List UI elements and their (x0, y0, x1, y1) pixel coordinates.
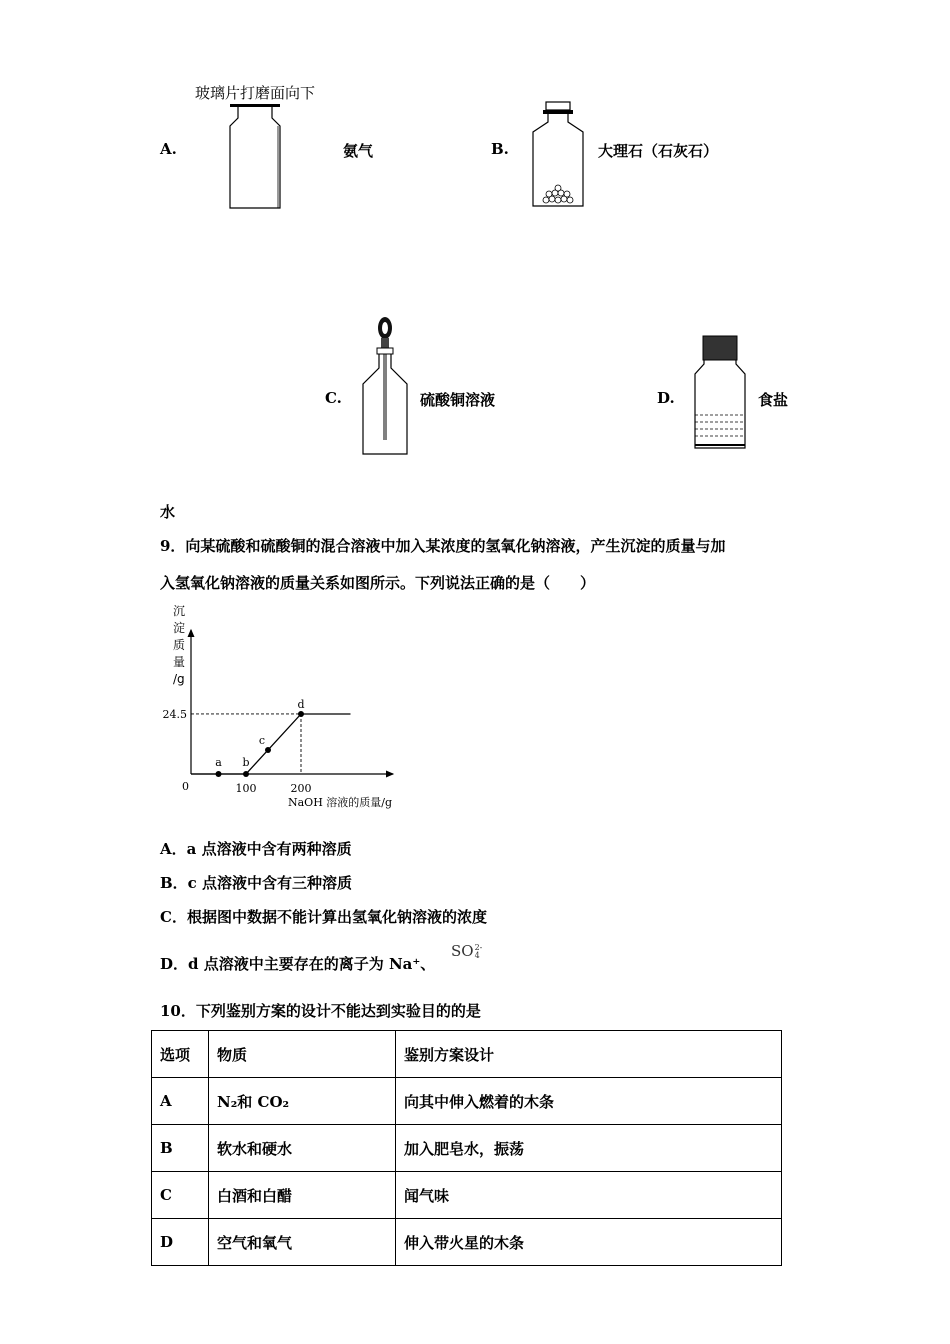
y-axis-label-char: 质 (173, 638, 186, 652)
header-substance: 物质 (209, 1031, 396, 1078)
table-row (152, 1219, 782, 1266)
point-label-c: c (258, 733, 266, 747)
row-substance: 软水和硬水 (209, 1125, 396, 1172)
option-d-text: 食盐 (758, 391, 789, 409)
option-b-label: B. (491, 140, 509, 158)
sulfate-formula: SO (451, 942, 474, 960)
data-point-c (265, 747, 271, 753)
row-option: D (152, 1219, 209, 1266)
row-option: B (152, 1125, 209, 1172)
data-point-a (216, 771, 222, 777)
data-point-b (243, 771, 249, 777)
q9-option-c: C．根据图中数据不能计算出氢氧化钠溶液的浓度 (160, 908, 487, 926)
y-axis-label-char: 沉 (173, 604, 186, 618)
x-axis-label: NaOH 溶液的质量/g (288, 796, 393, 809)
bottle-a-caption: 玻璃片打磨面向下 (195, 84, 316, 102)
y-axis-label-char: 量 (173, 655, 186, 669)
header-method: 鉴别方案设计 (396, 1031, 782, 1078)
option-a-text: 氨气 (343, 142, 374, 160)
q9-line1: 9．向某硫酸和硫酸铜的混合溶液中加入某浓度的氢氧化钠溶液，产生沉淀的质量与加 (160, 537, 726, 555)
row-substance: 白酒和白醋 (209, 1172, 396, 1219)
q9-option-d: D．d 点溶液中主要存在的离子为 Na⁺、 (160, 955, 436, 973)
reagent-bottle-icon (690, 334, 750, 452)
precipitate-chart (155, 602, 415, 814)
q10-title: 10．下列鉴别方案的设计不能达到实验目的的是 (160, 1002, 481, 1020)
row-method: 闻气味 (396, 1172, 782, 1219)
dropper-bottle-icon (355, 312, 415, 458)
row-option: C (152, 1172, 209, 1219)
origin-label: 0 (182, 780, 189, 793)
q9-option-b: B．c 点溶液中含有三种溶质 (160, 874, 353, 892)
q9-option-a: A．a 点溶液中含有两种溶质 (160, 840, 352, 858)
header-option: 选项 (152, 1031, 209, 1078)
y-axis-label-char: /g (173, 672, 185, 686)
x-tick-label: 100 (235, 782, 257, 795)
option-a-label: A. (160, 140, 177, 158)
option-c-label: C. (325, 389, 342, 407)
table-header-row (152, 1031, 782, 1078)
table-row (152, 1125, 782, 1172)
y-axis-label-char: 淀 (173, 621, 186, 635)
sulfate-charge: 2- (474, 943, 483, 952)
marble-bottle-icon (528, 100, 588, 212)
sulfate-ion (451, 942, 482, 960)
option-d-label: D. (657, 389, 675, 407)
point-label-b: b (242, 756, 250, 769)
data-point-d (298, 711, 304, 717)
row-method: 加入肥皂水，振荡 (396, 1125, 782, 1172)
x-tick-label: 200 (290, 782, 312, 795)
option-b-text: 大理石（石灰石） (598, 142, 719, 160)
row-method: 向其中伸入燃着的木条 (396, 1078, 782, 1125)
row-substance: N₂和 CO₂ (209, 1078, 396, 1125)
q9-line2: 入氢氧化钠溶液的质量关系如图所示。下列说法正确的是（ ） (160, 574, 596, 592)
row-substance: 空气和氧气 (209, 1219, 396, 1266)
y-tick-label: 24.5 (162, 707, 187, 721)
gas-bottle-icon (220, 102, 290, 214)
sulfate-subscript: 4 (474, 951, 480, 960)
table-row (152, 1078, 782, 1125)
point-label-a: a (215, 756, 222, 769)
table-row (152, 1172, 782, 1219)
option-c-text: 硫酸铜溶液 (420, 391, 496, 409)
row-option: A (152, 1078, 209, 1125)
row-method: 伸入带火星的木条 (396, 1219, 782, 1266)
point-label-d: d (297, 697, 305, 711)
trailing-text: 水 (160, 503, 176, 521)
identification-table (151, 1030, 782, 1266)
